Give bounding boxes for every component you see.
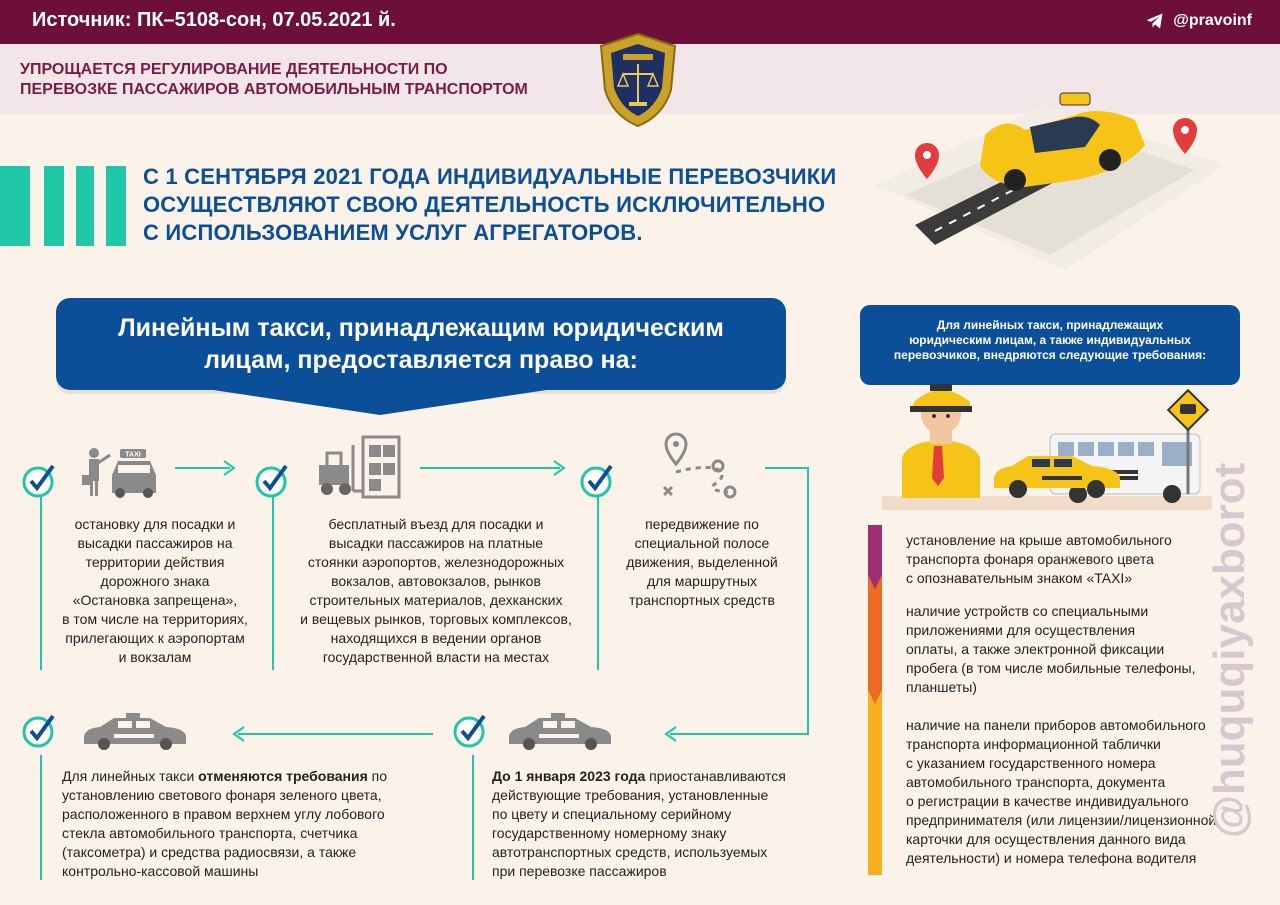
text-line: контрольно-кассовой машины [62,863,259,879]
flow-arrow [670,733,809,735]
headline-line-1: С 1 СЕНТЯБРЯ 2021 ГОДА ИНДИВИДУАЛЬНЫЕ ПЕРЕВОЗЧИКИ [143,164,837,189]
right-item-3 [602,515,802,610]
decor-stripe [106,166,126,246]
subtitle-line-2: ПЕРЕВОЗКЕ ПАССАЖИРОВ АВТОМОБИЛЬНЫМ ТРАНСПОРТОМ [20,81,528,98]
text-line: приложениями для осуществления [906,622,1136,638]
page-subtitle [20,60,528,100]
text-line: транспорта информационной таблички [906,736,1161,752]
arrow-right-icon [222,460,236,476]
ministry-emblem-icon [593,30,683,130]
rights-header-pointer [180,385,580,415]
main-headline [143,163,836,247]
flow-arrow [765,467,809,469]
flow-arrow [807,467,809,735]
telegram-icon [1145,11,1165,31]
arrow-left-icon [664,726,678,742]
text-line: специальной полосе [634,535,770,551]
text-line: передвижение по [645,516,759,532]
requirement-1 [906,531,1246,588]
checkmark-icon [22,712,58,748]
text-line: стоянки аэропортов, железнодорожных [307,554,565,570]
text-line: (таксометра) и средства радиосвязи, а также [62,844,357,860]
text-line [492,767,832,786]
requirement-bar [868,705,882,875]
checkmark-icon [255,462,291,498]
text-line: действующие требования, установленные [492,787,769,803]
requirements-header-line-1: Для линейных такси, принадлежащих [936,318,1164,332]
text-line: карточки для осуществления данного вида [906,831,1186,847]
forklift-icon [315,435,405,500]
bold-span: До 1 января 2023 года [492,768,646,784]
requirement-bar [868,590,882,705]
text-line: при перевозке пассажиров [492,863,667,879]
bracket-line [272,495,274,670]
subtitle-line-1: УПРОЩАЕТСЯ РЕГУЛИРОВАНИЕ ДЕЯТЕЛЬНОСТИ ПО [20,61,448,78]
requirements-header-line-2: юридическим лицам, а также индивидуальных [909,333,1191,347]
bracket-line [597,495,599,670]
text-span: по [367,768,388,784]
cancelled-requirements-text [62,767,462,881]
rights-header-line-1: Линейным такси, принадлежащим юридическим [118,314,724,342]
text-line: установление на крыше автомобильного [906,532,1172,548]
text-span: Для линейных такси [62,768,199,784]
text-line: и вокзалам [118,649,192,665]
flow-arrow [420,467,560,469]
right-item-1 [45,515,265,667]
watermark: @huquqiyaxborot [1205,462,1254,838]
taxi-sign-text: TAXI [125,451,141,459]
text-line: прилегающих к аэропортам [65,630,245,646]
text-line [62,767,462,786]
text-line: с указанием государственного номера [906,755,1156,771]
text-line: наличие на панели приборов автомобильного [906,717,1206,733]
text-line: государственной власти на местах [322,649,550,665]
text-line: пробега (в том числе мобильные телефоны, [906,660,1196,676]
text-line: «Остановка запрещена», [72,592,238,608]
text-line: с опознавательным знаком «TAXI» [906,570,1133,586]
bar-chevron-icon [868,575,882,605]
taxi-car-icon [505,712,615,752]
passenger-taxi-icon [80,445,160,500]
driver-vehicles-illustration [882,378,1212,510]
text-line: высадки пассажиров на [77,535,233,551]
text-line: находящихся в ведении органов [330,630,542,646]
taxi-car-icon [80,712,190,752]
requirement-2 [906,602,1246,697]
text-line: автотранспортных средств, используемых [492,844,768,860]
text-line: планшеты) [906,679,977,695]
requirements-header-line-3: перевозчиков, внедряются следующие требования: [893,348,1207,362]
headline-line-2: ОСУЩЕСТВЛЯЮТ СВОЮ ДЕЯТЕЛЬНОСТЬ ИСКЛЮЧИТЕЛЬНО [143,192,826,217]
text-line: остановку для посадки и [74,516,236,532]
flow-arrow [238,733,433,735]
text-line: предпринимателя (или лицензии/лицензионной [906,812,1217,828]
right-item-2 [276,515,596,667]
text-line: дорожного знака [100,573,210,589]
requirement-3 [906,716,1246,868]
rights-header-text [56,312,786,376]
text-line: движения, выделенной [626,554,778,570]
arrow-right-icon [552,460,566,476]
text-line: и вещевых рынков, торговых комплексов, [300,611,572,627]
text-line: о регистрации в качестве индивидуального [906,793,1189,809]
bold-span: отменяются требования [198,768,368,784]
text-line: для маршрутных [646,573,758,589]
suspended-requirements-text [492,767,832,881]
checkmark-icon [580,462,616,498]
text-line: деятельности) и номера телефона водителя [906,850,1197,866]
decor-stripe [0,166,30,246]
text-line: вокзалов, автовокзалов, рынков [331,573,541,589]
bracket-line [40,755,42,880]
source-label: Источник: ПК–5108-сон, 07.05.2021 й. [32,9,396,31]
text-line: стекла автомобильного транспорта, счетчика [62,825,358,841]
text-line: оплаты, а также электронной фиксации [906,641,1165,657]
requirements-header-text [870,318,1230,363]
decor-stripe [76,166,94,246]
route-icon [658,432,738,500]
telegram-handle[interactable] [1145,11,1252,31]
text-line: по цвету и специальному серийному [492,806,732,822]
text-line: в том числе на территориях, [62,611,248,627]
bracket-line [40,495,42,670]
bracket-line [472,755,474,880]
text-line: автомобильного транспорта, документа [906,774,1166,790]
text-line: государственному номерному знаку [492,825,727,841]
arrow-left-icon [232,726,246,742]
text-line: территории действия [85,554,225,570]
taxi-map-illustration [875,75,1235,275]
text-span: приостанавливаются [645,768,786,784]
checkmark-icon [22,462,58,498]
text-line: наличие устройств со специальными [906,603,1149,619]
rights-header-line-2: лицам, предоставляется право на: [204,346,638,374]
text-line: бесплатный въезд для посадки и [328,516,544,532]
text-line: высадки пассажиров на платные [328,535,544,551]
text-line: расположенного в правом верхнем углу лобового [62,806,385,822]
decor-stripe [44,166,64,246]
headline-line-3: С ИСПОЛЬЗОВАНИЕМ УСЛУГ АГРЕГАТОРОВ. [143,220,643,245]
bar-chevron-icon [868,690,882,720]
handle-text: @pravoinf [1173,12,1252,29]
text-line: строительных материалов, дехканских [309,592,563,608]
checkmark-icon [453,712,489,748]
text-line: транспорта фонаря оранжевого цвета [906,551,1154,567]
text-line: транспортных средств [629,592,775,608]
text-line: установлению светового фонаря зеленого цвета, [62,787,382,803]
